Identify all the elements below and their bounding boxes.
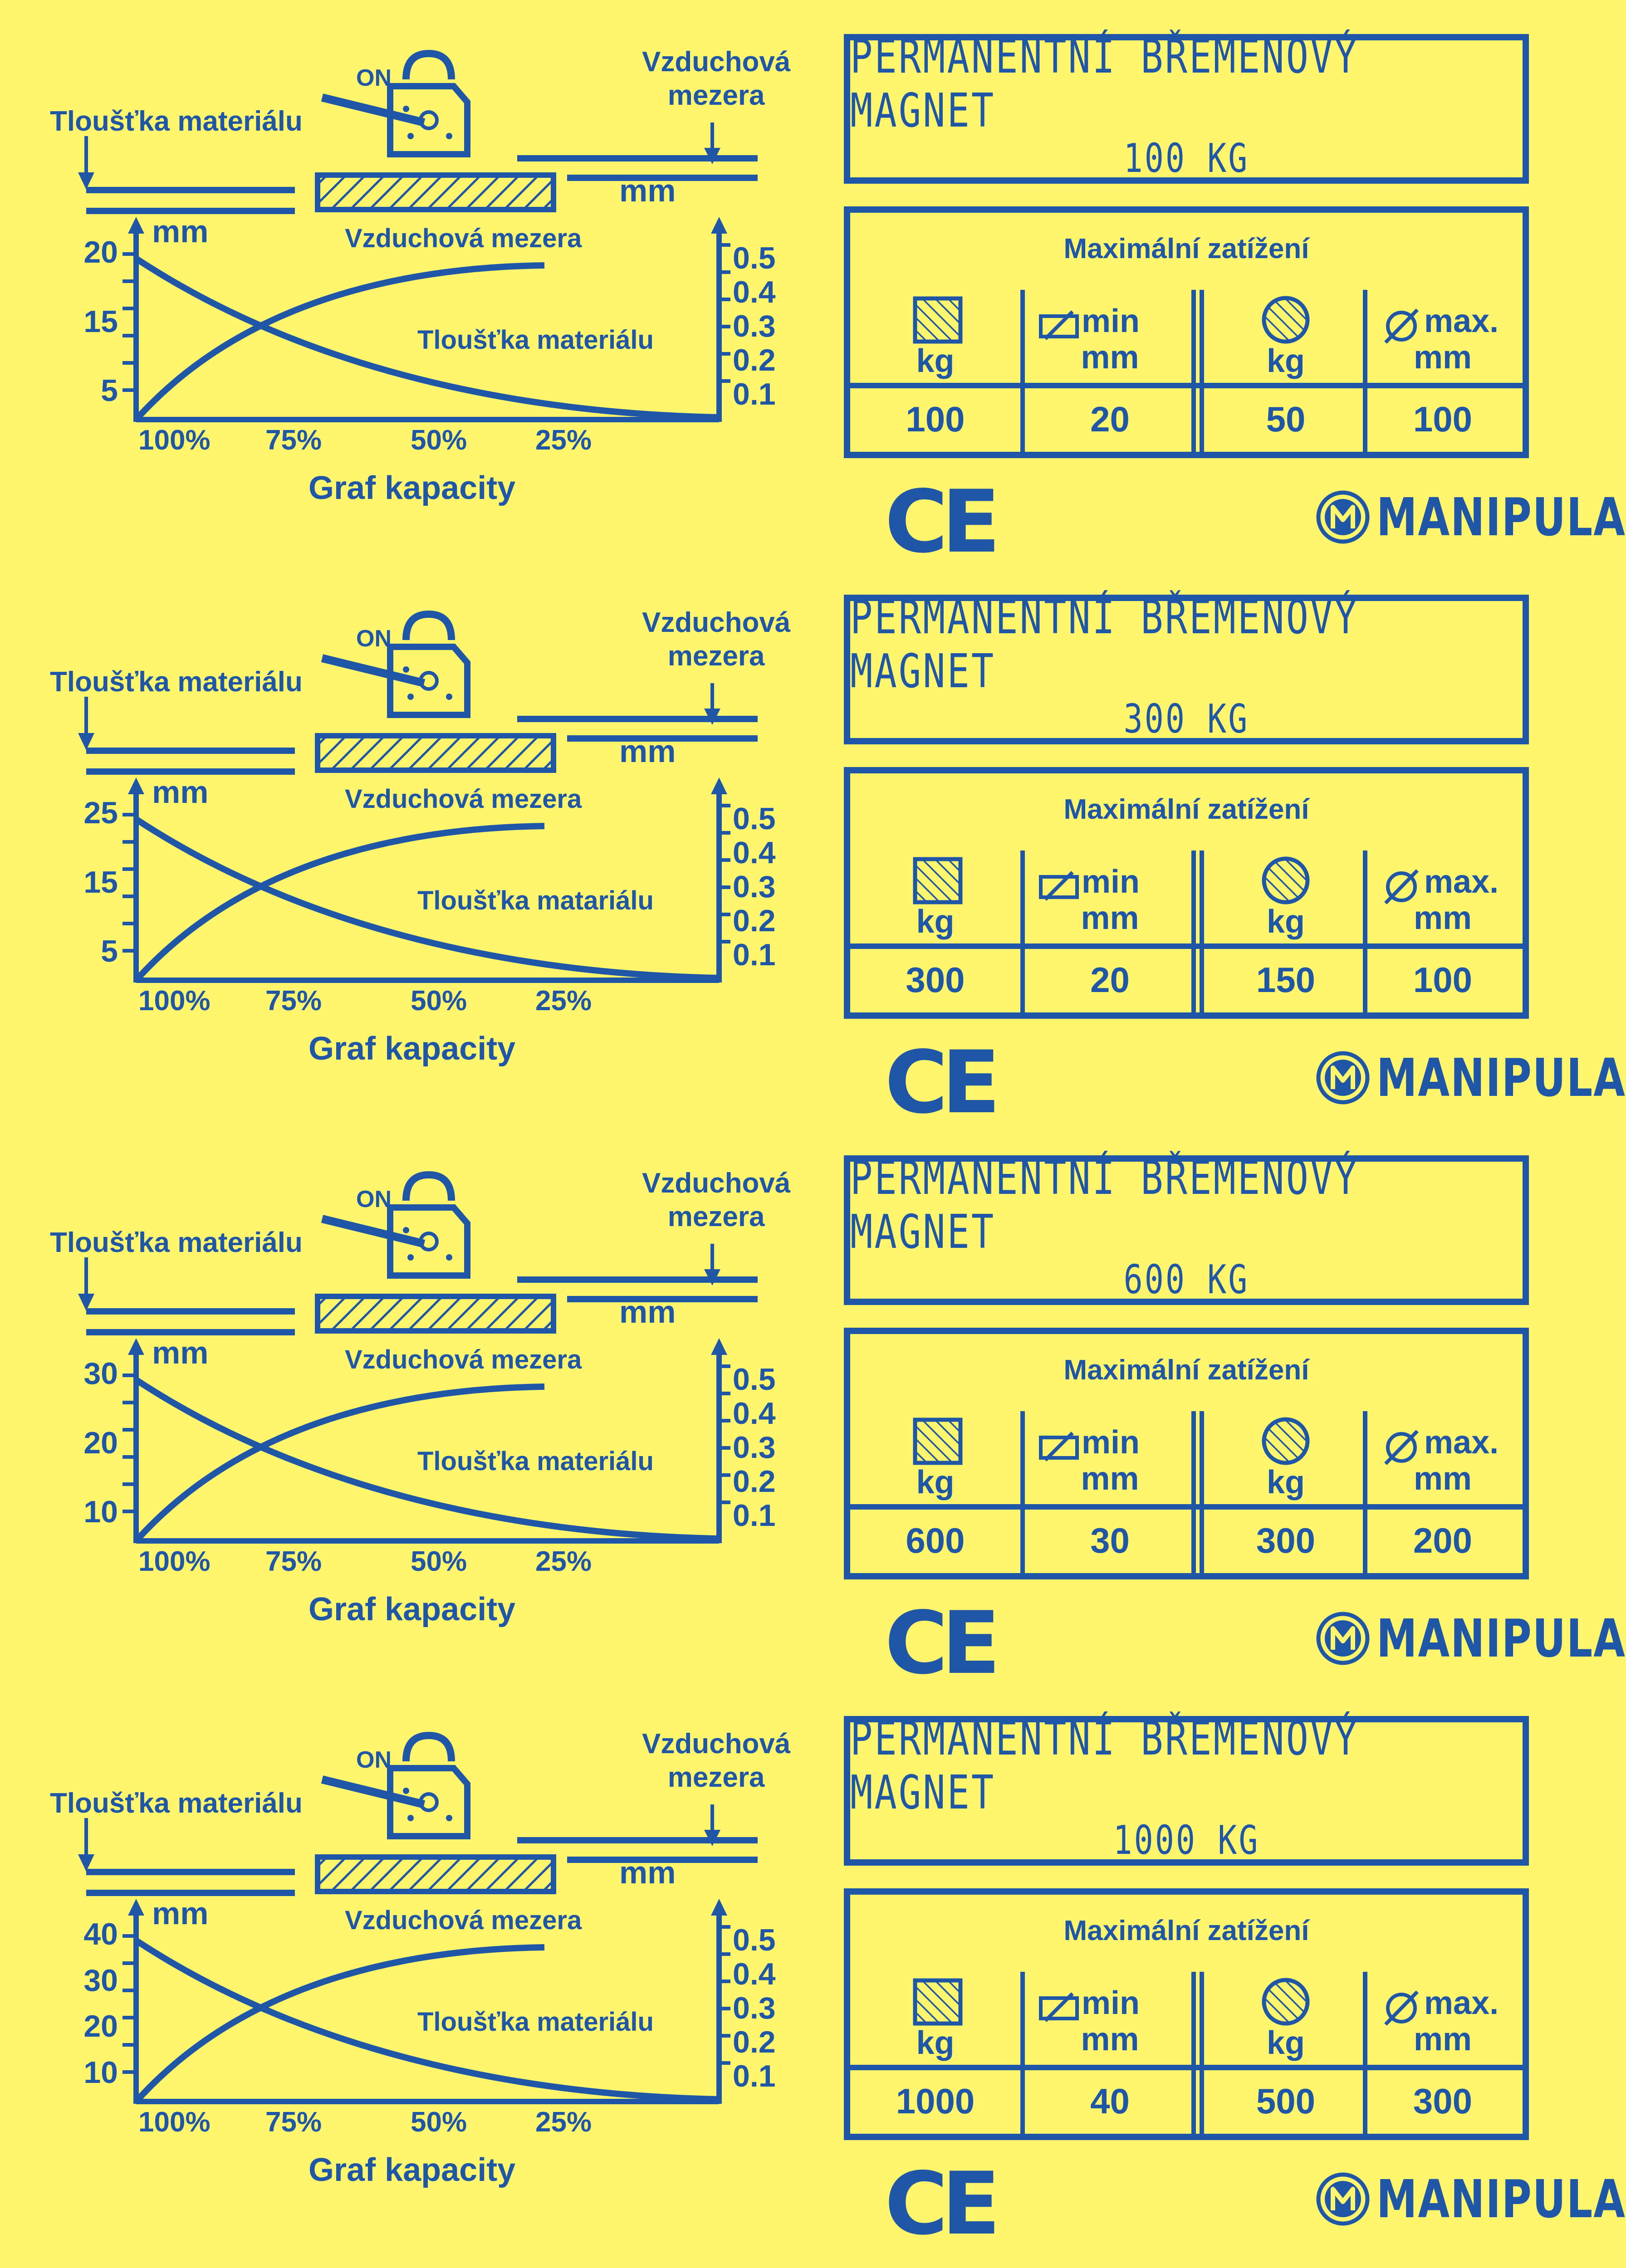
right-axis-tick: 0.5 (733, 241, 776, 275)
col-kg-label: kg (916, 2025, 955, 2061)
left-axis-tick: 20 (83, 235, 118, 269)
table-value-cell: 300 (1413, 2081, 1473, 2121)
table-divider (850, 1504, 1523, 1510)
table-header-cell (1363, 850, 1523, 941)
x-axis-tick: 50% (411, 1546, 467, 1577)
product-title-box (844, 1151, 1529, 1305)
table-header-cell (1363, 1411, 1523, 1502)
magnet-label-panel (0, 0, 1626, 572)
col-kg-label: kg (916, 904, 955, 940)
table-header-cell (850, 290, 1020, 381)
x-axis-tick: 100% (138, 425, 211, 456)
curve-label-thickness: Tloušťka materiálu (417, 325, 654, 355)
col-kg-label: kg (1266, 1464, 1305, 1501)
table-value-cell: 600 (906, 1520, 965, 1560)
brand-name: MANIPULA (1376, 1608, 1626, 1669)
product-title-box (844, 1712, 1529, 1866)
product-title: PERMANENTNÍ BŘEMENOVÝ MAGNET (850, 1151, 1359, 1259)
col-max-label: max. (1424, 864, 1499, 900)
x-axis-tick: 100% (138, 985, 211, 1017)
manipula-brand (1316, 2168, 1626, 2230)
table-column-divider (1200, 1972, 1204, 2134)
magnet-on-lever-icon (322, 54, 467, 154)
col-kg-label: kg (1266, 2025, 1305, 2061)
thickness-plate-diagram (78, 1818, 295, 1896)
product-title: PERMANENTNÍ BŘEMENOVÝ MAGNET (850, 591, 1359, 699)
col-kg-label: kg (1266, 904, 1305, 940)
left-axis-tick: 10 (83, 1495, 118, 1529)
table-value-cell: 300 (906, 960, 965, 1000)
diameter-icon (1381, 1989, 1422, 2025)
magnet-block-hatched-icon (318, 736, 553, 770)
table-value-cell: 150 (1256, 960, 1316, 1000)
table-value-cell: 100 (906, 399, 965, 439)
diameter-icon (1381, 1428, 1422, 1465)
max-load-title: Maximální zatížení (1063, 794, 1309, 825)
right-axis-tick: 0.2 (733, 2025, 776, 2059)
col-kg-label: kg (916, 1464, 955, 1501)
ce-mark: CE (885, 1593, 994, 1693)
table-value-cell: 30 (1090, 1520, 1130, 1560)
thickness-plate-diagram (78, 136, 295, 214)
table-value-cell: 100 (1413, 399, 1473, 439)
air-gap-label (642, 1727, 790, 1794)
table-value-cell: 50 (1266, 399, 1306, 439)
curve-label-thickness: Tloušťka matariálu (417, 886, 654, 915)
x-axis-tick: 50% (411, 425, 467, 456)
max-load-table (844, 1328, 1529, 1579)
manipula-m-logo-icon (1316, 1051, 1370, 1105)
x-axis-tick: 50% (411, 2107, 467, 2138)
ce-mark: CE (885, 472, 994, 572)
air-gap-label-line2: mezera (667, 1201, 765, 1232)
right-axis-tick: 0.2 (733, 1464, 776, 1499)
right-axis-tick: 0.1 (733, 1498, 776, 1533)
right-axis-tick: 0.5 (733, 802, 776, 836)
max-load-table (844, 206, 1529, 458)
max-load-title: Maximální zatížení (1063, 1354, 1309, 1386)
table-header-cell (1204, 1411, 1367, 1502)
magnet-label-panel (0, 1121, 1626, 1693)
col-mm-label: mm (1413, 1461, 1472, 1497)
right-axis-tick: 0.3 (733, 1430, 776, 1465)
thickness-label: Tloušťka materiálu (50, 1788, 303, 1819)
ce-mark: CE (885, 2154, 994, 2254)
x-axis-tick: 25% (535, 2107, 592, 2138)
col-mm-label: mm (1081, 339, 1139, 376)
plate-diagonal-icon (1038, 1989, 1079, 2025)
right-axis-tick: 0.3 (733, 1991, 776, 2025)
magnet-block-hatched-icon (318, 1857, 553, 1892)
manipula-brand (1316, 1608, 1626, 1669)
x-axis-tick: 25% (535, 1546, 592, 1577)
air-gap-label (642, 606, 790, 673)
x-axis-tick: 100% (138, 2107, 211, 2138)
left-axis-tick: 30 (83, 1356, 118, 1391)
table-header-cell (1363, 1972, 1523, 2063)
x-axis-tick: 25% (535, 985, 592, 1017)
table-value-cell: 500 (1256, 2081, 1316, 2121)
square-hatched-icon (906, 296, 965, 346)
table-header-cell (1204, 1972, 1367, 2063)
right-axis-tick: 0.2 (733, 343, 776, 377)
table-header-cell (850, 1972, 1020, 2063)
col-min-label: min (1082, 1424, 1140, 1461)
square-hatched-icon (906, 1978, 965, 2028)
table-header-cell (1020, 850, 1200, 941)
thickness-label: Tloušťka materiálu (50, 1227, 303, 1258)
capacity-graph-svg (0, 2243, 798, 2268)
on-label: ON (356, 626, 392, 652)
plate-diagonal-icon (1038, 1428, 1079, 1465)
col-mm-label: mm (1413, 339, 1472, 376)
axis-unit-mm: mm (152, 1896, 209, 1931)
table-value-cell: 20 (1090, 960, 1130, 1000)
table-value-cell: 20 (1090, 399, 1130, 439)
table-column-divider (1200, 1411, 1204, 1573)
col-min-label: min (1082, 864, 1140, 900)
right-axis-tick: 0.3 (733, 870, 776, 904)
right-axis-tick: 0.4 (733, 1957, 776, 1991)
graph-caption: Graf kapacity (309, 470, 516, 506)
manipula-m-logo-icon (1316, 1611, 1370, 1666)
col-kg-label: kg (916, 343, 955, 379)
left-axis-tick: 10 (83, 2055, 118, 2090)
magnet-block-hatched-icon (318, 175, 553, 210)
table-header-cell (1204, 850, 1367, 941)
right-axis-tick: 0.1 (733, 938, 776, 972)
col-mm-label: mm (1081, 900, 1139, 936)
manipula-m-logo-icon (1316, 2172, 1370, 2226)
air-gap-label (642, 1167, 790, 1234)
thickness-label: Tloušťka materiálu (50, 106, 303, 137)
air-gap-label-line1: Vzduchová (642, 1728, 791, 1760)
left-axis-tick: 15 (83, 865, 118, 899)
magnet-on-lever-icon (322, 614, 467, 715)
product-title: PERMANENTNÍ BŘEMENOVÝ MAGNET (850, 30, 1359, 138)
table-divider (850, 2065, 1523, 2070)
table-column-divider (1200, 290, 1204, 452)
brand-name: MANIPULA (1376, 2168, 1626, 2230)
table-header-cell (850, 850, 1020, 941)
air-gap-mm-label: mm (619, 1294, 676, 1330)
thickness-plate-diagram (78, 697, 295, 775)
air-gap-mm-label: mm (619, 1855, 676, 1890)
right-axis-tick: 0.5 (733, 1923, 776, 1957)
graph-caption: Graf kapacity (309, 2152, 516, 2188)
left-axis-tick: 40 (83, 1917, 118, 1951)
curve-label-thickness: Tloušťka materiálu (417, 2007, 654, 2037)
air-gap-label-line1: Vzduchová (642, 607, 791, 638)
axis-unit-mm: mm (152, 214, 209, 249)
table-header-cell (1363, 290, 1523, 381)
product-title-box (844, 30, 1529, 184)
left-axis-tick: 25 (83, 796, 118, 830)
table-value-cell: 40 (1090, 2081, 1130, 2121)
curve-label-air-gap: Vzduchová mezera (345, 1906, 582, 1935)
square-hatched-icon (906, 857, 965, 907)
air-gap-label-line1: Vzduchová (642, 46, 791, 78)
max-load-title: Maximální zatížení (1063, 1915, 1309, 1946)
col-mm-label: mm (1081, 1461, 1139, 1497)
magnet-label-panel (0, 2243, 1592, 2268)
col-max-label: max. (1424, 303, 1499, 339)
air-gap-mm-label: mm (619, 173, 676, 208)
x-axis-tick: 50% (411, 985, 467, 1017)
right-axis-tick: 0.4 (733, 275, 776, 309)
air-gap-label-line2: mezera (667, 640, 765, 672)
air-gap-mm-label: mm (619, 733, 676, 769)
brand-name: MANIPULA (1376, 486, 1626, 548)
thickness-plate-diagram (78, 1257, 295, 1335)
air-gap-label (642, 45, 790, 112)
graph-caption: Graf kapacity (309, 1591, 516, 1628)
left-axis-tick: 20 (83, 2009, 118, 2044)
left-axis-tick: 15 (83, 304, 118, 339)
col-mm-label: mm (1413, 900, 1472, 936)
on-label: ON (356, 65, 392, 91)
table-header-cell (1204, 290, 1367, 381)
manipula-brand (1316, 486, 1626, 548)
magnet-on-lever-icon (322, 1735, 467, 1836)
diameter-icon (1381, 868, 1422, 904)
col-min-label: min (1082, 1985, 1140, 2021)
square-hatched-icon (906, 1418, 965, 1467)
right-axis-tick: 0.3 (733, 309, 776, 343)
max-load-title: Maximální zatížení (1063, 233, 1309, 264)
table-header-cell (1020, 290, 1200, 381)
col-max-label: max. (1424, 1424, 1499, 1461)
product-capacity: 100 KG (1123, 135, 1249, 182)
graph-caption: Graf kapacity (309, 1031, 516, 1067)
table-divider (850, 383, 1523, 388)
x-axis-tick: 75% (265, 985, 322, 1017)
air-gap-label-line2: mezera (667, 1762, 765, 1793)
table-value-cell: 200 (1413, 1520, 1473, 1560)
left-axis-tick: 5 (101, 934, 118, 968)
manipula-brand (1316, 1047, 1626, 1109)
curve-label-air-gap: Vzduchová mezera (345, 784, 582, 814)
axis-unit-mm: mm (152, 1335, 209, 1370)
x-axis-tick: 75% (265, 1546, 322, 1577)
col-max-label: max. (1424, 1985, 1499, 2021)
right-axis-tick: 0.2 (733, 904, 776, 938)
x-axis-tick: 25% (535, 425, 592, 456)
on-label: ON (356, 1747, 392, 1773)
plate-diagonal-icon (1038, 307, 1079, 343)
air-gap-label-line1: Vzduchová (642, 1168, 791, 1199)
x-axis-tick: 100% (138, 1546, 211, 1577)
curve-label-thickness: Tloušťka materiálu (417, 1447, 654, 1476)
right-axis-tick: 0.4 (733, 836, 776, 870)
magnet-label-panel (0, 561, 1626, 1133)
air-gap-label-line2: mezera (667, 80, 765, 111)
plate-diagonal-icon (1038, 868, 1079, 904)
x-axis-tick: 75% (265, 2107, 322, 2138)
circle-hatched-icon (1256, 1418, 1315, 1467)
table-header-cell (1020, 1411, 1200, 1502)
max-load-table (844, 767, 1529, 1019)
right-axis-tick: 0.5 (733, 1362, 776, 1397)
product-title-box (844, 591, 1529, 744)
right-axis-tick: 0.4 (733, 1396, 776, 1431)
table-header-cell (850, 1411, 1020, 1502)
circle-hatched-icon (1256, 296, 1315, 346)
table-value-cell: 1000 (896, 2081, 975, 2121)
diameter-icon (1381, 307, 1422, 343)
product-title: PERMANENTNÍ BŘEMENOVÝ MAGNET (850, 1712, 1359, 1820)
thickness-label: Tloušťka materiálu (50, 666, 303, 698)
table-divider (850, 943, 1523, 949)
left-axis-tick: 20 (83, 1425, 118, 1460)
curve-label-air-gap: Vzduchová mezera (345, 1345, 582, 1374)
table-value-cell: 100 (1413, 960, 1473, 1000)
col-min-label: min (1082, 303, 1140, 339)
table-value-cell: 300 (1256, 1520, 1316, 1560)
magnet-on-lever-icon (322, 1175, 467, 1276)
left-axis-tick: 5 (101, 373, 118, 408)
product-capacity: 1000 KG (1113, 1817, 1260, 1864)
curve-label-air-gap: Vzduchová mezera (345, 224, 582, 253)
ce-mark: CE (885, 1032, 994, 1133)
circle-hatched-icon (1256, 1978, 1315, 2028)
on-label: ON (356, 1186, 392, 1212)
left-axis-tick: 30 (83, 1963, 118, 1998)
right-axis-tick: 0.1 (733, 377, 776, 411)
x-axis-tick: 75% (265, 425, 322, 456)
magnet-block-hatched-icon (318, 1296, 553, 1331)
col-mm-label: mm (1081, 2021, 1139, 2058)
table-header-cell (1020, 1972, 1200, 2063)
product-capacity: 600 KG (1123, 1256, 1249, 1303)
table-column-divider (1200, 850, 1204, 1012)
col-mm-label: mm (1413, 2021, 1472, 2058)
right-axis-tick: 0.1 (733, 2059, 776, 2093)
axis-unit-mm: mm (152, 774, 209, 810)
product-capacity: 300 KG (1123, 695, 1249, 743)
magnet-label-panel (0, 1682, 1626, 2254)
manipula-m-logo-icon (1316, 490, 1370, 544)
col-kg-label: kg (1266, 343, 1305, 379)
circle-hatched-icon (1256, 857, 1315, 907)
brand-name: MANIPULA (1376, 1047, 1626, 1109)
max-load-table (844, 1888, 1529, 2140)
